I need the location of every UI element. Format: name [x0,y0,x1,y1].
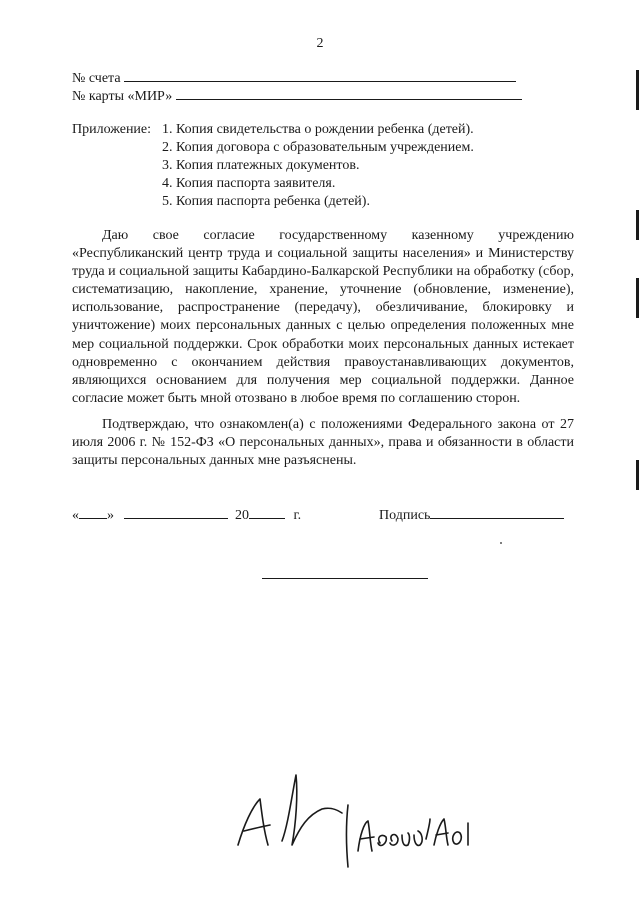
date-close-quote: » [107,508,114,523]
handwritten-signature [230,765,480,875]
scan-edge-mark [636,210,639,240]
scan-edge-mark [636,460,639,490]
signature-blank [430,505,564,519]
year-blank [249,505,285,519]
attachment-item-text: 1. Копия свидетельства о рождении ребенка (детей). [162,122,474,137]
attachment-item: 3. Копия платежных документов. [162,158,360,173]
day-blank [79,505,107,519]
attachment-item: 4. Копия паспорта заявителя. [162,176,336,191]
attachments-label: Приложение: [72,122,152,137]
scan-edge-mark [636,278,639,318]
attachment-item: 2. Копия договора с образовательным учреждением. [162,140,474,155]
year-prefix: 20 [235,508,249,523]
month-blank [124,505,228,519]
scan-speck [500,542,502,544]
scan-edge-mark [636,70,639,110]
date-open-quote: « [72,508,79,523]
year-suffix: г. [293,508,302,523]
page-number: 2 [316,36,324,51]
consent-paragraph: Даю свое согласие государственному казенному учреждению «Республиканский центр труда и социальной защиты населения» и Министерству труда и социальной защиты Кабардино-Балкарской Республики на обработку (сбор, систематизацию, накопление, хранение, уточнение (обновление, изменение), использование, распространение (передачу), обезличивание, блокировку и уничтожение) моих персональных данных с целью определения положенных мне мер социальной поддержки. Срок обработки моих персональных данных истекает одновременно с окончанием действия правоустанавливающих документов, являющихся основанием для получения мер социальной поддержки. Данное согласие может быть мной отозвано в любое время по соглашению сторон. [72,228,574,406]
confirmation-paragraph: Подтверждаю, что ознакомлен(а) с положениями Федерального закона от 27 июля 2006 г. № 152-ФЗ «О персональных данных», права и обязанности в области защиты персональных данных мне разъяснены. [72,417,574,469]
attachments-list [72,121,474,211]
attachment-item [72,121,474,139]
account-number-label: № счета [72,71,121,86]
date-row [72,505,301,524]
separator-line [262,578,428,579]
card-number-blank [176,86,522,100]
account-number-blank [124,68,516,82]
signature-field [379,505,564,524]
card-number-label: № карты «МИР» [72,89,173,104]
account-number-field [72,68,516,87]
signature-label: Подпись [379,508,431,523]
card-number-field [72,86,522,105]
attachment-item: 5. Копия паспорта ребенка (детей). [162,194,370,209]
